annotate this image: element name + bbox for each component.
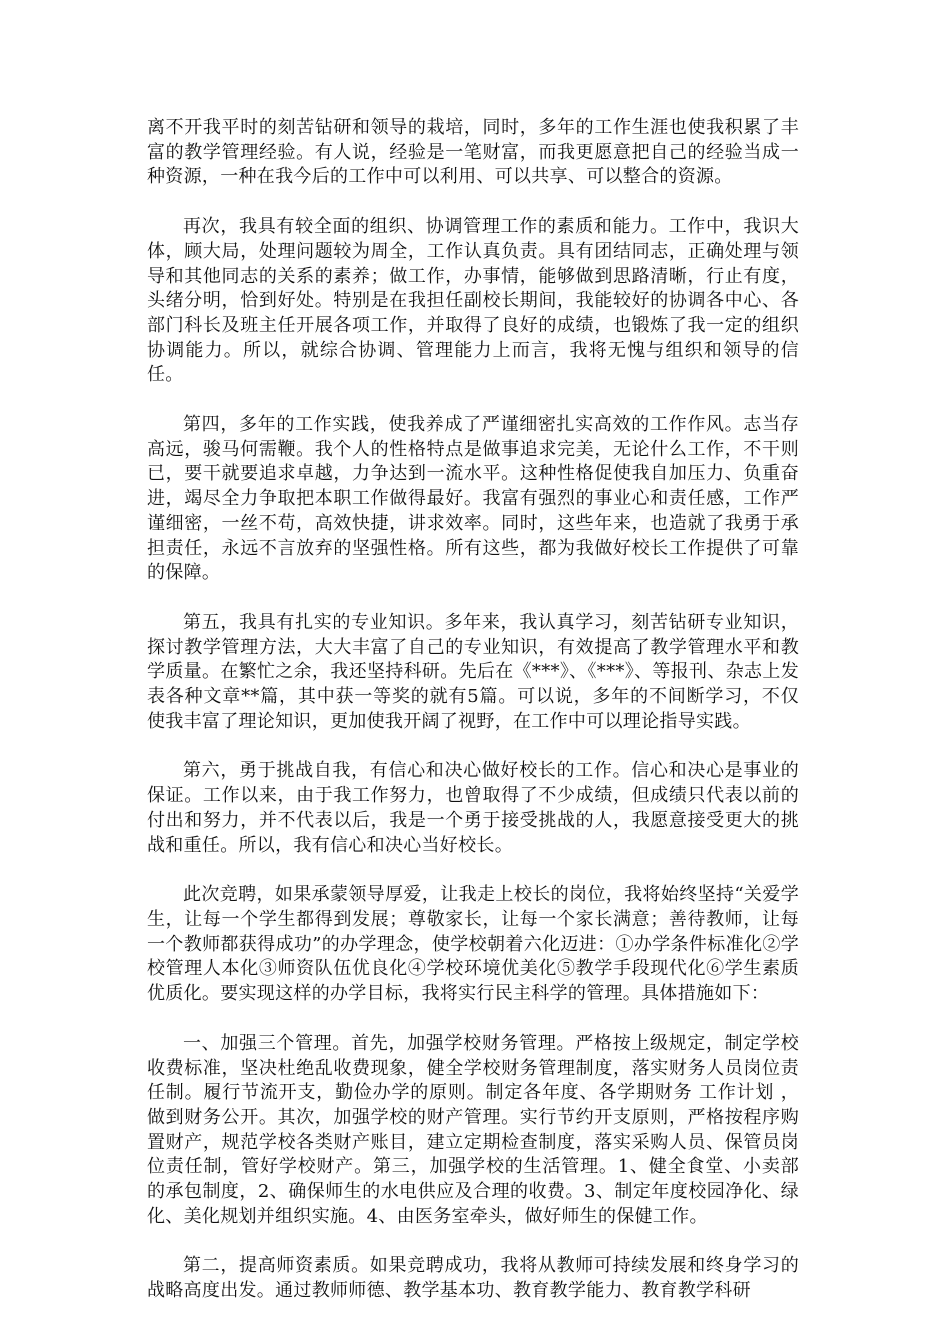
paragraph-4: 第五，我具有扎实的专业知识。多年来，我认真学习，刻苦钻研专业知识，探讨教学管理方法，大大丰富了自己的专业知识，有效提高了教学管理水平和教学质量。在繁忙之余，我还坚持科研。先后在《***》、《***》、等报刊、杂志上发表各种文章**篇，其中获一等奖的就有5篇。可以说，多年的不间断学习，不仅使我丰富了理论知识，更加使我开阔了视野，在工作中可以理论指导实践。 — [147, 611, 799, 732]
paragraph-3: 第四，多年的工作实践，使我养成了严谨细密扎实高效的工作作风。志当存高远，骏马何需鞭。我个人的性格特点是做事追求完美，无论什么工作，不干则已，要干就要追求卓越，力争达到一流水平。这种性格促使我自加压力、负重奋进，竭尽全力争取把本职工作做得最好。我富有强烈的事业心和责任感，工作严谨细密，一丝不苟，高效快捷，讲求效率。同时，这些年来，也造就了我勇于承担责任，永远不言放弃的坚强性格。所有这些，都为我做好校长工作提供了可靠的保障。 — [147, 414, 799, 584]
paragraph-5: 第六，勇于挑战自我，有信心和决心做好校长的工作。信心和决心是事业的保证。工作以来，由于我工作努力，也曾取得了不少成绩，但成绩只代表以前的付出和努力，并不代表以后，我是一个勇于接受挑战的人，我愿意接受更大的挑战和重任。所以，我有信心和决心当好校长。 — [147, 760, 799, 856]
paragraph-2: 再次，我具有较全面的组织、协调管理工作的素质和能力。工作中，我识大体，顾大局，处理问题较为周全，工作认真负责。具有团结同志，正确处理与领导和其他同志的关系的素养；做工作，办事情，能够做到思路清晰，行止有度，头绪分明，恰到好处。特别是在我担任副校长期间，我能较好的协调各中心、各部门科长及班主任开展各项工作，并取得了良好的成绩，也锻炼了我一定的组织协调能力。所以，就综合协调、管理能力上而言，我将无愧与组织和领导的信任。 — [147, 216, 799, 386]
paragraph-7: 一、加强三个管理。首先，加强学校财务管理。严格按上级规定，制定学校收费标准，坚决杜绝乱收费现象，健全学校财务管理制度，落实财务人员岗位责任制。履行节流开支，勤俭办学的原则。制定各年度、各学期财务 工作计划 ，做到财务公开。其次，加强学校的财产管理。实行节约开支原则，严格按程序购置财产，规范学校各类财产账目，建立定期检查制度，落实采购人员、保管员岗位责任制，管好学校财产。第三，加强学校的生活管理。1、健全食堂、小卖部的承包制度，2、确保师生的水电供应及合理的收费。3、制定年度校园净化、绿化、美化规划并组织实施。4、由医务室牵头，做好师生的保健工作。 — [147, 1032, 799, 1227]
document-body — [147, 116, 799, 1329]
paragraph-8: 第二，提高师资素质。如果竞聘成功，我将从教师可持续发展和终身学习的战略高度出发。通过教师师德、教学基本功、教育教学能力、教育教学科研 — [147, 1255, 799, 1302]
paragraph-6: 此次竞聘，如果承蒙领导厚爱，让我走上校长的岗位，我将始终坚持“关爱学生，让每一个学生都得到发展；尊敬家长，让每一个家长满意；善待教师，让每一个教师都获得成功”的办学理念，使学校朝着六化迈进：①办学条件标准化②学校管理人本化③师资队伍优良化④学校环境优美化⑤教学手段现代化⑥学生素质优质化。要实现这样的办学目标，我将实行民主科学的管理。具体措施如下： — [147, 884, 799, 1005]
paragraph-1: 离不开我平时的刻苦钻研和领导的栽培，同时，多年的工作生涯也使我积累了丰富的教学管理经验。有人说，经验是一笔财富，而我更愿意把自己的经验当成一种资源，一种在我今后的工作中可以利用、可以共享、可以整合的资源。 — [147, 117, 799, 188]
